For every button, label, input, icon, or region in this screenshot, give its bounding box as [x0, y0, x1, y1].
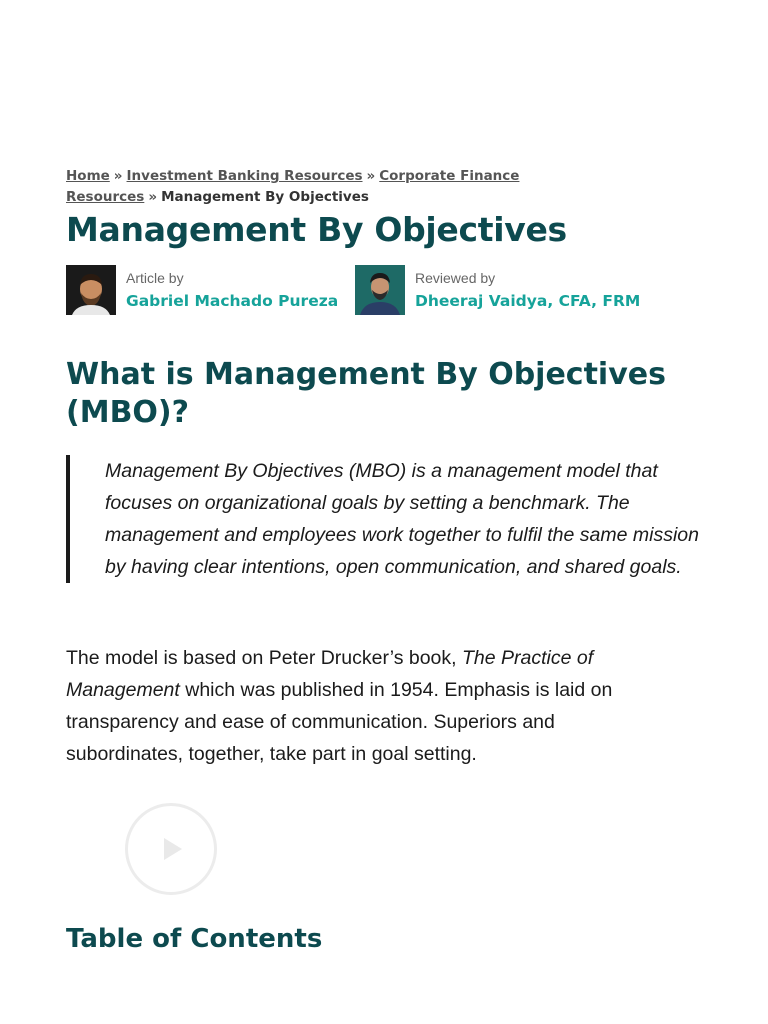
definition-quote [66, 455, 706, 583]
author-role: Article by [126, 270, 184, 286]
section-heading: What is Management By Objectives (MBO)? [66, 357, 666, 430]
breadcrumb [66, 166, 716, 208]
author-block [66, 264, 338, 316]
author-name-link[interactable]: Gabriel Machado Pureza [126, 292, 339, 310]
page-title: Management By Objectives [66, 210, 567, 249]
reviewer-block [355, 264, 640, 316]
breadcrumb-separator: » [366, 168, 376, 184]
table-of-contents-heading: Table of Contents [66, 924, 323, 954]
author-avatar[interactable] [66, 265, 116, 315]
breadcrumb-separator: » [113, 168, 123, 184]
play-icon [156, 834, 186, 864]
breadcrumb-link-corporate-finance-resources[interactable]: Corporate Finance Resources [66, 168, 520, 205]
video-play-button[interactable] [125, 803, 217, 895]
body-paragraph [66, 642, 666, 770]
breadcrumb-link-home[interactable]: Home [66, 168, 110, 184]
book-title: The Practice of Management [66, 647, 594, 701]
reviewer-role: Reviewed by [415, 270, 496, 286]
breadcrumb-separator: » [148, 189, 158, 205]
reviewer-name-link[interactable]: Dheeraj Vaidya, CFA, FRM [415, 292, 641, 310]
reviewer-avatar[interactable] [355, 265, 405, 315]
definition-quote-text: Management By Objectives (MBO) is a management model that focuses on organizational goals by setting a benchmark. The management and employees work together to fulfil the same mission by having clear intentions, open communication, and shared goals. [105, 460, 699, 578]
breadcrumb-current: Management By Objectives [161, 189, 369, 205]
body-paragraph-text: The model is based on Peter Drucker’s book, [66, 647, 462, 669]
body-paragraph-text-continued: which was published in 1954. Emphasis is laid on transparency and ease of communication. Superiors and subordinates, together, take part in goal setting. [66, 679, 613, 765]
breadcrumb-link-investment-banking-resources[interactable]: Investment Banking Resources [126, 168, 363, 184]
